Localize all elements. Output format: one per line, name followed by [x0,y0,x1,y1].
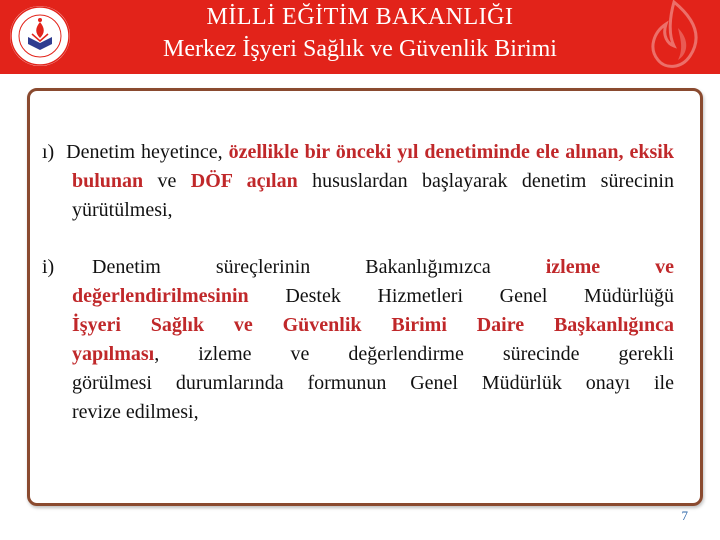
item-text-plain: ve [143,170,191,192]
item-text-plain: görülmesi durumlarında formunun Genel Müdürlük onayı ile [72,372,674,394]
item-highlight: özellikle bir önceki yıl denetiminde ele alınan, eksik bulunan [72,141,674,192]
item-line [72,398,674,427]
item-highlight: izleme ve [545,256,674,278]
item-line [72,340,674,369]
item-highlight: yapılması [72,343,155,365]
item-text [42,138,674,225]
header-subtitle: Merkez İşyeri Sağlık ve Güvenlik Birimi [163,36,557,62]
item-line [92,253,674,282]
item-text-plain: Denetim heyetince, [66,141,229,163]
item-marker: i) [42,256,55,278]
list-item [42,253,674,427]
item-text-plain: revize edilmesi, [72,401,199,423]
item-text-plain: Denetim süreçlerinin Bakanlığımızca [92,256,491,278]
item-highlight: değerlendirilmesinin [72,285,249,307]
item-line [72,369,674,398]
item-text-plain: Destek Hizmetleri Genel Müdürlüğü [285,285,675,307]
list-item [42,138,674,225]
header-title: MİLLİ EĞİTİM BAKANLIĞI [206,4,514,30]
item-highlight: DÖF açılan [190,170,298,192]
header-banner [0,0,720,74]
flame-watermark-icon [638,0,710,74]
item-line [72,311,674,340]
item-highlight: İşyeri Sağlık ve Güvenlik Birimi Daire Başkanlığınca [72,314,674,336]
item-text-plain: , izleme ve değerlendirme sürecinde gerekli [154,343,674,365]
page-number: 7 [681,508,688,523]
item-text-plain: hususlardan başlayarak denetim sürecinin yürütülmesi, [72,170,674,221]
item-line [72,282,674,311]
item-marker: ı) [42,141,55,163]
